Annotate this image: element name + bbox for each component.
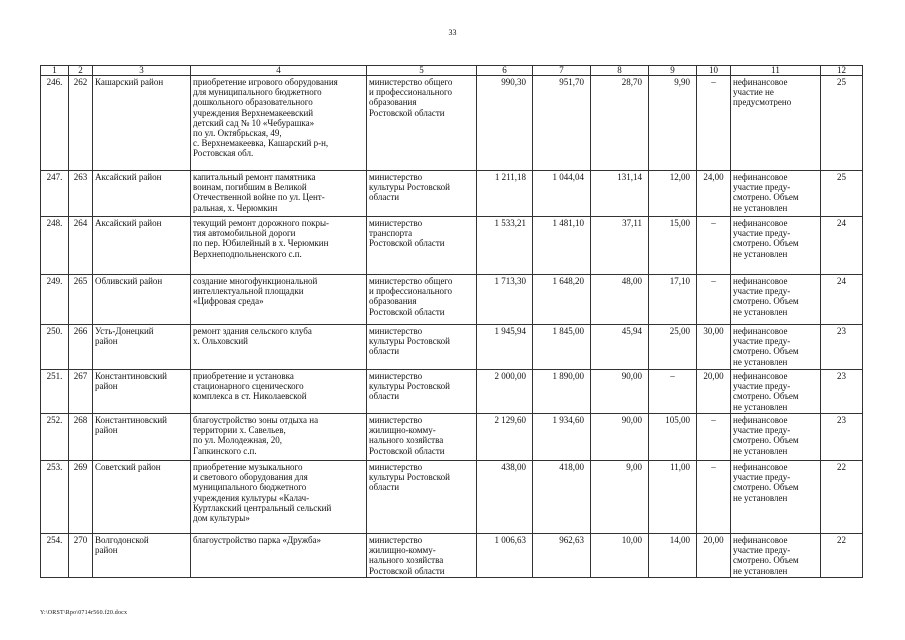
population-cell: – (649, 370, 697, 414)
score-cell: 25 (821, 76, 863, 171)
table-row (41, 534, 863, 578)
regional-budget-cell: 1 845,00 (533, 325, 591, 370)
local-budget-cell: 28,70 (591, 76, 649, 171)
non-financial-cell: нефинансовое участие преду- смотрено. Объем не установлен (731, 217, 821, 275)
district-cell: Кашарский район (93, 76, 191, 171)
district-cell: Обливский район (93, 275, 191, 325)
regional-budget-cell: 1 648,20 (533, 275, 591, 325)
total-cell: 1 211,18 (477, 171, 533, 217)
business-cell: 24,00 (697, 171, 731, 217)
ministry-cell: министерство транспорта Ростовской области (367, 217, 477, 275)
row-index: 247. (41, 171, 69, 217)
total-cell: 1 713,30 (477, 275, 533, 325)
ministry-cell: министерство культуры Ростовской области (367, 461, 477, 534)
score-cell: 24 (821, 217, 863, 275)
project-cell: текущий ремонт дорожного покры- тия автомобильной дороги по пер. Юбилейный в х. Черюмкин Верхнеподпольненского с.п. (191, 217, 367, 275)
business-cell: 20,00 (697, 370, 731, 414)
row-index: 249. (41, 275, 69, 325)
column-header: 10 (697, 66, 731, 76)
column-header: 3 (93, 66, 191, 76)
local-budget-cell: 131,14 (591, 171, 649, 217)
project-cell: приобретение музыкального и светового оборудования для муниципального бюджетного учреждения культуры «Калач- Куртлакский центральный сельский дом культуры» (191, 461, 367, 534)
business-cell: – (697, 76, 731, 171)
business-cell: – (697, 414, 731, 461)
non-financial-cell: нефинансовое участие преду- смотрено. Объем не установлен (731, 461, 821, 534)
population-cell: 105,00 (649, 414, 697, 461)
row-number: 263 (69, 171, 93, 217)
total-cell: 2 129,60 (477, 414, 533, 461)
row-number: 265 (69, 275, 93, 325)
population-cell: 17,10 (649, 275, 697, 325)
regional-budget-cell: 1 934,60 (533, 414, 591, 461)
business-cell: – (697, 217, 731, 275)
column-header: 7 (533, 66, 591, 76)
ministry-cell: министерство жилищно-комму- нального хозяйства Ростовской области (367, 414, 477, 461)
project-cell: благоустройство зоны отдыха на территории х. Савельев, по ул. Молодежная, 20, Гапкинского с.п. (191, 414, 367, 461)
row-index: 252. (41, 414, 69, 461)
column-header: 1 (41, 66, 69, 76)
district-cell: Советский район (93, 461, 191, 534)
ministry-cell: министерство культуры Ростовской области (367, 325, 477, 370)
score-cell: 22 (821, 461, 863, 534)
non-financial-cell: нефинансовое участие преду- смотрено. Объем не установлен (731, 171, 821, 217)
table-row (41, 325, 863, 370)
total-cell: 1 533,21 (477, 217, 533, 275)
total-cell: 438,00 (477, 461, 533, 534)
non-financial-cell: нефинансовое участие преду- смотрено. Объем не установлен (731, 325, 821, 370)
column-header: 9 (649, 66, 697, 76)
ministry-cell: министерство общего и профессионального образования Ростовской области (367, 275, 477, 325)
table-row (41, 275, 863, 325)
row-index: 248. (41, 217, 69, 275)
population-cell: 12,00 (649, 171, 697, 217)
project-cell: приобретение и установка стационарного сценического комплекса в ст. Николаевской (191, 370, 367, 414)
row-number: 262 (69, 76, 93, 171)
local-budget-cell: 48,00 (591, 275, 649, 325)
table-row (41, 414, 863, 461)
table-row (41, 461, 863, 534)
column-header: 11 (731, 66, 821, 76)
regional-budget-cell: 951,70 (533, 76, 591, 171)
district-cell: Усть-Донецкий район (93, 325, 191, 370)
district-cell: Аксайский район (93, 217, 191, 275)
column-header: 4 (191, 66, 367, 76)
population-cell: 11,00 (649, 461, 697, 534)
ministry-cell: министерство общего и профессионального образования Ростовской области (367, 76, 477, 171)
score-cell: 22 (821, 534, 863, 578)
project-cell: благоустройство парка «Дружба» (191, 534, 367, 578)
score-cell: 23 (821, 414, 863, 461)
page-number: 33 (448, 28, 457, 37)
regional-budget-cell: 1 044,04 (533, 171, 591, 217)
table-row (41, 217, 863, 275)
local-budget-cell: 90,00 (591, 414, 649, 461)
district-cell: Волгодонской район (93, 534, 191, 578)
project-cell: ремонт здания сельского клуба х. Ольховский (191, 325, 367, 370)
total-cell: 1 006,63 (477, 534, 533, 578)
table-row (41, 171, 863, 217)
local-budget-cell: 90,00 (591, 370, 649, 414)
data-table (40, 65, 863, 578)
regional-budget-cell: 962,63 (533, 534, 591, 578)
ministry-cell: министерство жилищно-комму- нального хозяйства Ростовской области (367, 534, 477, 578)
row-index: 250. (41, 325, 69, 370)
footer-file-path: Y:\ORST\Rpo\0714r560.f20.docx (40, 610, 128, 616)
population-cell: 15,00 (649, 217, 697, 275)
score-cell: 24 (821, 275, 863, 325)
row-index: 253. (41, 461, 69, 534)
row-number: 269 (69, 461, 93, 534)
population-cell: 14,00 (649, 534, 697, 578)
score-cell: 23 (821, 325, 863, 370)
column-header: 5 (367, 66, 477, 76)
project-cell: приобретение игрового оборудования для муниципального бюджетного дошкольного образовательного учреждения Верхнемакеевский детский сад № 10 «Чебурашка» по ул. Октябрьская, 49, с. Верхнемакеевка, Кашарский р-н, Ростовская обл. (191, 76, 367, 171)
row-index: 254. (41, 534, 69, 578)
regional-budget-cell: 1 481,10 (533, 217, 591, 275)
district-cell: Константиновский район (93, 414, 191, 461)
non-financial-cell: нефинансовое участие преду- смотрено. Объем не установлен (731, 275, 821, 325)
total-cell: 2 000,00 (477, 370, 533, 414)
non-financial-cell: нефинансовое участие не предусмотрено (731, 76, 821, 171)
column-header: 2 (69, 66, 93, 76)
column-header: 12 (821, 66, 863, 76)
local-budget-cell: 9,00 (591, 461, 649, 534)
district-cell: Константиновский район (93, 370, 191, 414)
table-row (41, 76, 863, 171)
business-cell: 30,00 (697, 325, 731, 370)
local-budget-cell: 37,11 (591, 217, 649, 275)
score-cell: 25 (821, 171, 863, 217)
ministry-cell: министерство культуры Ростовской области (367, 370, 477, 414)
regional-budget-cell: 1 890,00 (533, 370, 591, 414)
district-cell: Аксайский район (93, 171, 191, 217)
header-row (41, 66, 863, 76)
local-budget-cell: 10,00 (591, 534, 649, 578)
business-cell: – (697, 461, 731, 534)
project-cell: капитальный ремонт памятника воинам, погибшим в Великой Отечественной войне по ул. Цент- ральная, х. Черюмкин (191, 171, 367, 217)
business-cell: 20,00 (697, 534, 731, 578)
row-number: 267 (69, 370, 93, 414)
row-index: 246. (41, 76, 69, 171)
project-cell: создание многофункциональной интеллектуальной площадки «Цифровая среда» (191, 275, 367, 325)
total-cell: 990,30 (477, 76, 533, 171)
regional-budget-cell: 418,00 (533, 461, 591, 534)
score-cell: 23 (821, 370, 863, 414)
row-index: 251. (41, 370, 69, 414)
local-budget-cell: 45,94 (591, 325, 649, 370)
total-cell: 1 945,94 (477, 325, 533, 370)
row-number: 264 (69, 217, 93, 275)
row-number: 270 (69, 534, 93, 578)
population-cell: 25,00 (649, 325, 697, 370)
column-header: 8 (591, 66, 649, 76)
non-financial-cell: нефинансовое участие преду- смотрено. Объем не установлен (731, 370, 821, 414)
row-number: 266 (69, 325, 93, 370)
non-financial-cell: нефинансовое участие преду- смотрено. Объем не установлен (731, 534, 821, 578)
business-cell: – (697, 275, 731, 325)
table-row (41, 370, 863, 414)
ministry-cell: министерство культуры Ростовской области (367, 171, 477, 217)
non-financial-cell: нефинансовое участие преду- смотрено. Объем не установлен (731, 414, 821, 461)
column-header: 6 (477, 66, 533, 76)
population-cell: 9,90 (649, 76, 697, 171)
row-number: 268 (69, 414, 93, 461)
